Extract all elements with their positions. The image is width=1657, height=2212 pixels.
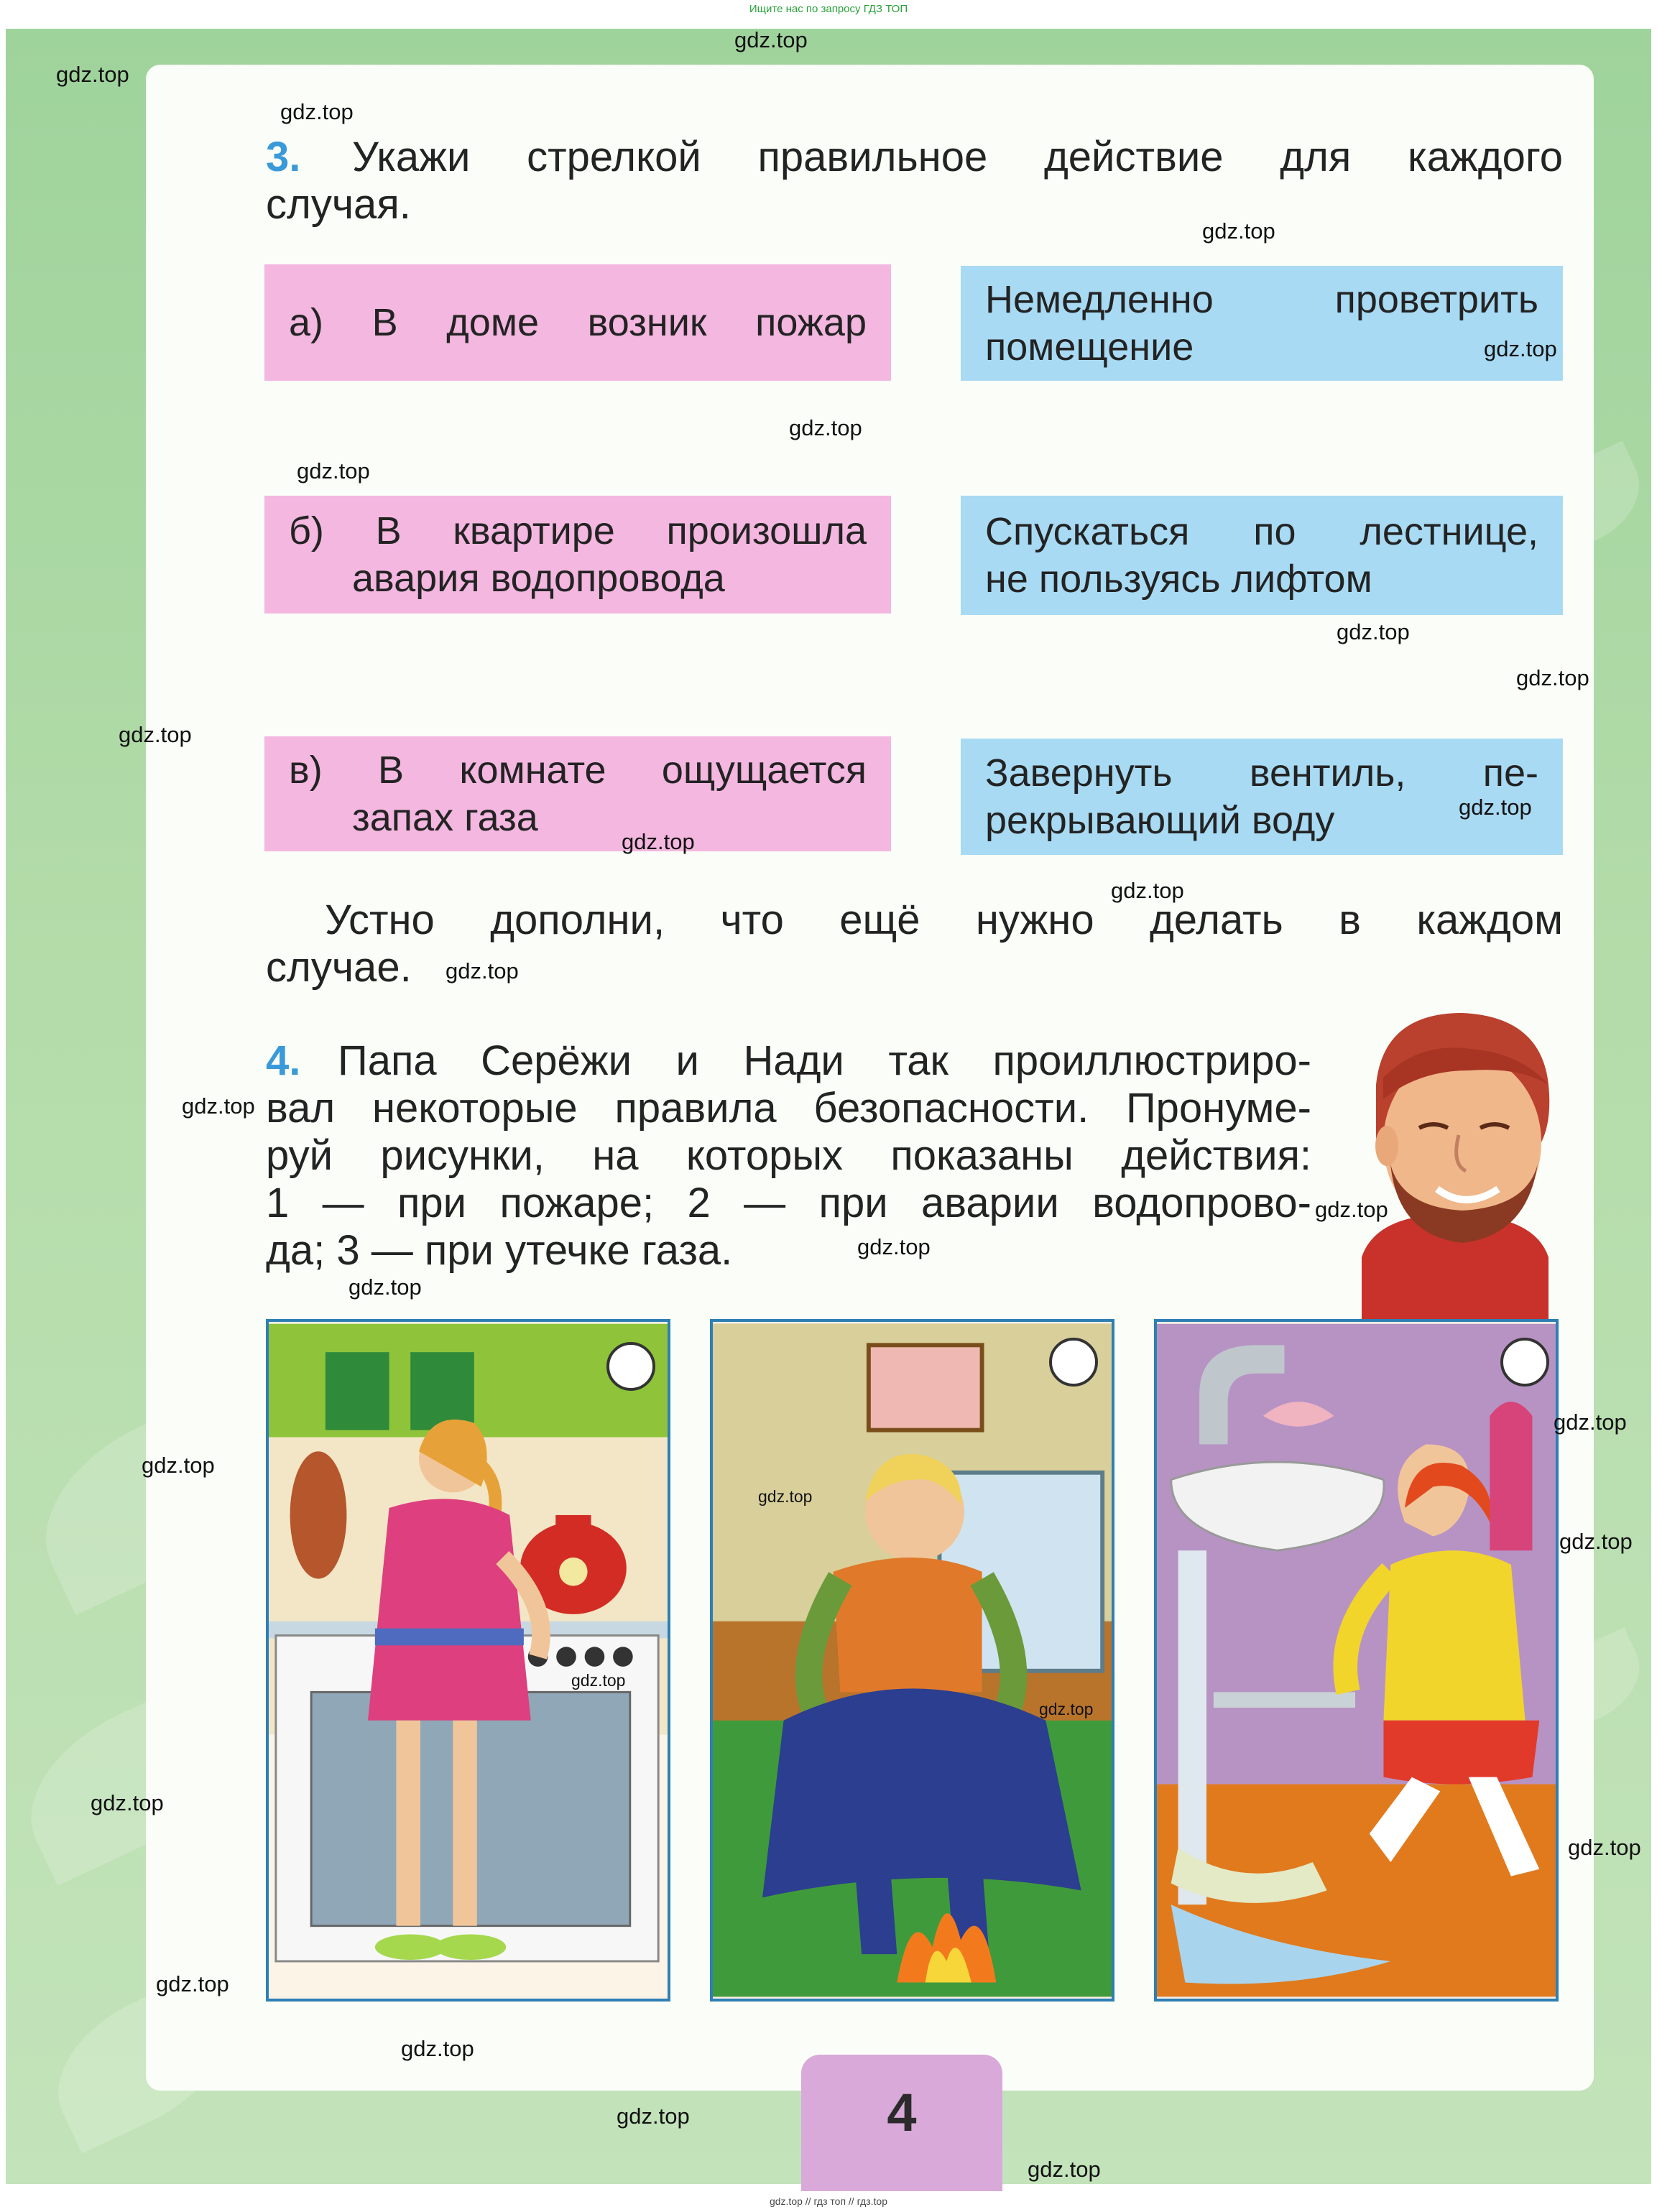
watermark: gdz.top [56, 62, 129, 87]
task4-line-3: руй рисунки, на которых показаны действия: [266, 1132, 1311, 1179]
watermark: gdz.top [401, 2036, 474, 2061]
situation-line: а) В доме возник пожар [289, 301, 867, 344]
task4-number: 4. [266, 1037, 301, 1084]
task3-line-1: Укажи стрелкой правильное действие для каждого [352, 134, 1563, 180]
task4-line-2: вал некоторые правила безопасности. Пронуме- [266, 1085, 1311, 1132]
watermark: gdz.top [1315, 1197, 1388, 1222]
action-card-stairs [961, 496, 1563, 615]
watermark: gdz.top [571, 1671, 626, 1690]
picture-water-leak [1154, 1319, 1559, 2002]
girl-closing-water-valve-icon [1157, 1322, 1556, 1999]
footer-note: gdz.top // гдз топ // гдз.top [769, 2195, 888, 2207]
situation-line: запах газа [352, 796, 538, 839]
situation-card-fire [264, 264, 891, 381]
action-line: Спускаться по лестнице, [985, 510, 1538, 553]
number-circle-3[interactable] [1500, 1338, 1549, 1387]
task3-oral-line-2: случае. [266, 944, 412, 991]
watermark: gdz.top [91, 1790, 164, 1815]
action-line: помещение [985, 325, 1194, 369]
page-number: 4 [887, 2083, 917, 2142]
watermark: gdz.top [1568, 1835, 1641, 1860]
watermark: gdz.top [1028, 2157, 1101, 2182]
watermark: gdz.top [280, 99, 354, 124]
situation-line: в) В комнате ощущается [289, 749, 867, 792]
watermark: gdz.top [446, 958, 519, 984]
situation-line: б) В квартире произошла [289, 509, 867, 552]
number-circle-2[interactable] [1049, 1338, 1098, 1387]
watermark: gdz.top [789, 415, 862, 440]
task4-line-5: да; 3 — при утечке газа. [266, 1227, 733, 1274]
picture-gas-stove [266, 1319, 670, 2002]
task4-line-1: Папа Серёжи и Нади так проиллюстриро- [338, 1037, 1311, 1084]
task3-number: 3. [266, 134, 301, 180]
watermark: gdz.top [1459, 795, 1532, 820]
number-circle-1[interactable] [606, 1342, 655, 1391]
picture-fire [710, 1319, 1114, 2002]
watermark: gdz.top [142, 1453, 215, 1478]
watermark: gdz.top [734, 27, 808, 52]
action-line: Завернуть вентиль, пе- [985, 751, 1538, 795]
watermark: gdz.top [1484, 336, 1557, 361]
watermark: gdz.top [1111, 878, 1184, 903]
action-line: не пользуясь лифтом [985, 557, 1372, 601]
girl-at-gas-stove-icon [269, 1322, 668, 1999]
watermark: gdz.top [758, 1487, 813, 1506]
page-number-tab [801, 2055, 1002, 2191]
watermark: gdz.top [119, 722, 192, 747]
situation-card-water [264, 496, 891, 614]
boy-smothering-fire-icon [713, 1322, 1112, 1999]
watermark: gdz.top [297, 458, 370, 483]
situation-line: авария водопровода [352, 557, 725, 600]
watermark: gdz.top [1554, 1410, 1627, 1435]
task3-oral-line-1: Устно дополни, что ещё нужно делать в каждом [325, 897, 1563, 943]
watermark: gdz.top [182, 1093, 255, 1119]
header-note: Ищите нас по запросу ГДЗ ТОП [749, 3, 908, 15]
watermark: gdz.top [622, 829, 695, 854]
action-line: рекрывающий воду [985, 799, 1335, 842]
watermark: gdz.top [1337, 619, 1410, 644]
watermark: gdz.top [1039, 1700, 1094, 1718]
watermark: gdz.top [156, 1971, 229, 1996]
situation-card-gas [264, 736, 891, 851]
father-portrait-icon [1333, 999, 1570, 1322]
watermark: gdz.top [857, 1234, 931, 1259]
watermark: gdz.top [617, 2104, 690, 2129]
task4-line-4: 1 — при пожаре; 2 — при аварии водопрово- [266, 1180, 1311, 1226]
watermark: gdz.top [1202, 218, 1275, 244]
action-card-ventilate [961, 266, 1563, 381]
watermark: gdz.top [349, 1274, 422, 1300]
action-line: Немедленно проветрить [985, 278, 1538, 321]
watermark: gdz.top [1516, 665, 1589, 690]
watermark: gdz.top [1559, 1529, 1633, 1554]
task3-line-2: случая. [266, 181, 411, 228]
